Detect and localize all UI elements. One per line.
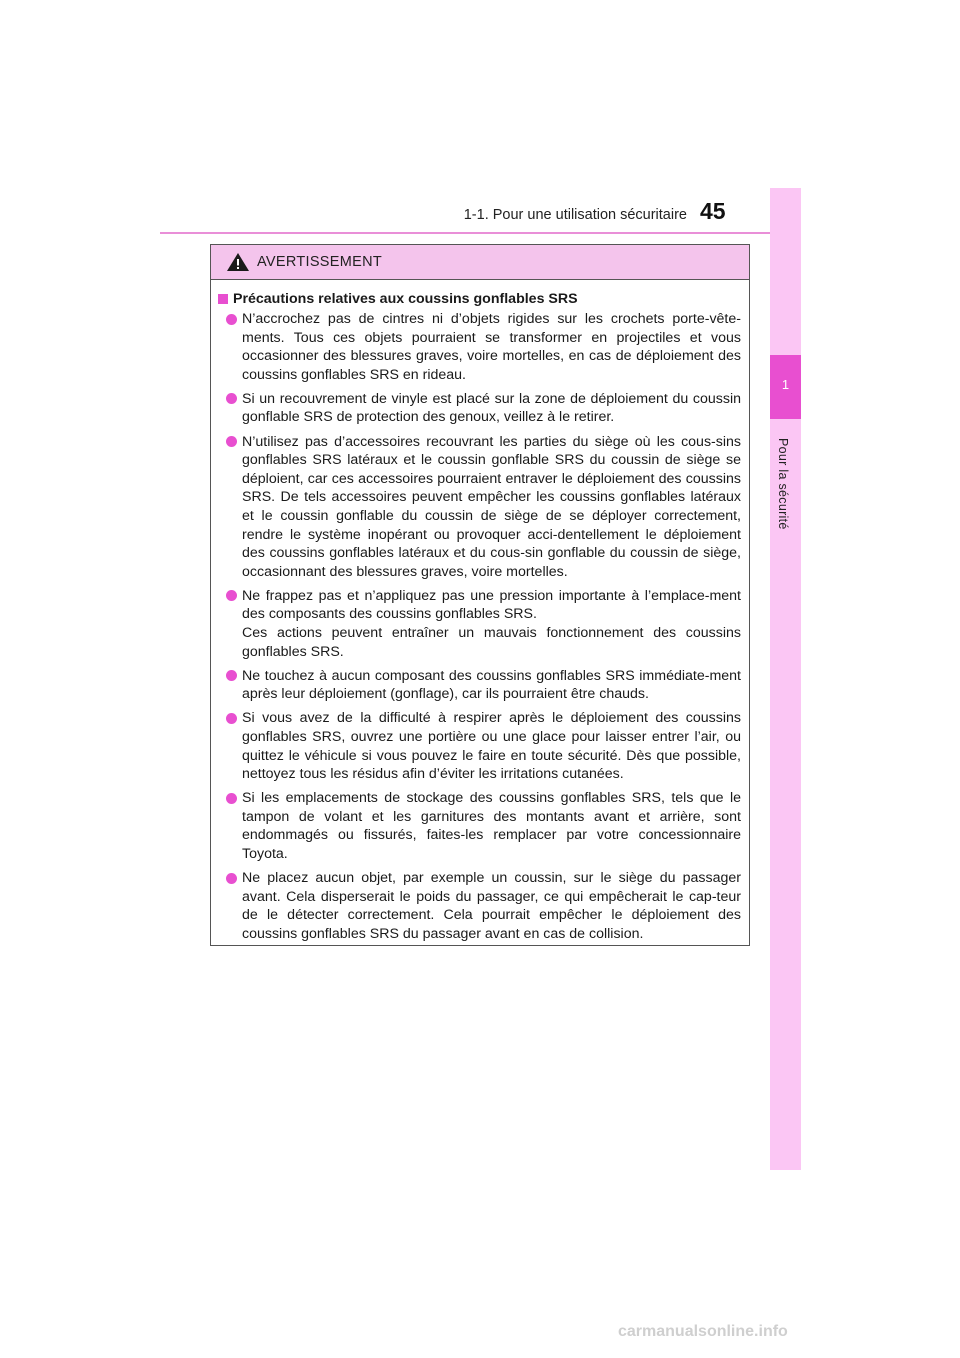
bullet-dot-icon xyxy=(226,590,237,601)
warning-list xyxy=(218,310,741,944)
chapter-label: Pour la sécurité xyxy=(776,438,790,530)
bullet-dot-icon xyxy=(226,393,237,404)
list-item-text: Si un recouvrement de vinyle est placé sur la zone de déploiement du coussin gonflable SRS de protection des genoux, veillez à le retirer. xyxy=(242,390,741,426)
chapter-number: 1 xyxy=(781,377,790,392)
warning-body xyxy=(211,280,749,944)
page-number: 45 xyxy=(700,198,726,224)
warning-triangle-icon xyxy=(227,253,249,271)
bullet-dot-icon xyxy=(226,670,237,681)
list-item xyxy=(218,433,741,582)
bullet-dot-icon xyxy=(226,436,237,447)
list-item-text: Ne frappez pas et n’appliquez pas une pression importante à l’emplace-ment des composants des coussins gonflables SRS. Ces actions peuvent entraîner un mauvais fonctionnement des coussins gonflables SRS. xyxy=(242,587,741,660)
section-heading xyxy=(218,291,741,307)
bullet-dot-icon xyxy=(226,713,237,724)
list-item-text: Si les emplacements de stockage des coussins gonflables SRS, tels que le tampon de volant et les garnitures des montants avant et arrière, sont endommagés ou fissurés, faites-les remplacer par votre concessionnaire Toyota. xyxy=(242,790,741,863)
list-item-text: Ne touchez à aucun composant des coussins gonflables SRS immédiate-ment après leur déploiement (gonflage), car ils pourraient être chauds. xyxy=(242,667,741,703)
list-item xyxy=(218,667,741,704)
list-item-text: N’utilisez pas d’accessoires recouvrant les parties du siège où les cous-sins gonflables SRS latéraux et le coussin gonflable SRS du coussin de siège se déploient, car ces accessoires pourraient entraver le déploiement des coussins SRS. De tels accessoires peuvent empêcher les coussins gonflables latéraux et le coussin gonflable du coussin de siège de se déployer correctement, rendre le système inopérant ou provoquer acci-dentellement le déploiement des coussins gonflables latéraux et du cous-sin gonflable du coussin de siège, occasionnant des blessures graves, voire mortelles. xyxy=(242,433,741,580)
list-item xyxy=(218,310,741,384)
list-item xyxy=(218,709,741,783)
list-item xyxy=(218,789,741,863)
warning-header xyxy=(211,245,749,280)
list-item xyxy=(218,869,741,943)
header-section-title: 1-1. Pour une utilisation sécuritaire xyxy=(463,207,687,223)
section-heading-text: Précautions relatives aux coussins gonflables SRS xyxy=(233,291,578,307)
watermark: carmanualsonline.info xyxy=(618,1323,788,1340)
list-item xyxy=(218,390,741,427)
warning-title: AVERTISSEMENT xyxy=(257,254,383,270)
list-item-text: Ne placez aucun objet, par exemple un coussin, sur le siège du passager avant. Cela disperserait le poids du passager, ce qui empêcherait le cap-teur de le détecter correctement. Cela pourrait empêcher le déploiement des coussins gonflables SRS du passager avant en cas de collision. xyxy=(242,870,741,942)
list-item xyxy=(218,587,741,661)
header-rule xyxy=(160,232,800,234)
list-item-text: Si vous avez de la difficulté à respirer après le déploiement des coussins gonflables SRS, ouvrez une portière ou une glace pour laisser entrer l’air, ou quittez le véhicule si vous pouvez le faire en toute sécurité. Dès que possible, nettoyez tous les résidus afin d’éviter les irritations cutanées. xyxy=(242,710,741,783)
list-item-text: N’accrochez pas de cintres ni d’objets rigides sur les crochets porte-vête-ments. Tous ces objets pourraient se transformer en projectiles et vous occasionner des blessures graves, voire mortelles, en cas de déploiement des coussins gonflables SRS en rideau. xyxy=(242,311,741,383)
square-bullet-icon xyxy=(218,294,228,304)
chapter-side-tab xyxy=(770,188,801,1170)
bullet-dot-icon xyxy=(226,873,237,884)
bullet-dot-icon xyxy=(226,793,237,804)
bullet-dot-icon xyxy=(226,314,237,325)
warning-box xyxy=(210,244,750,946)
